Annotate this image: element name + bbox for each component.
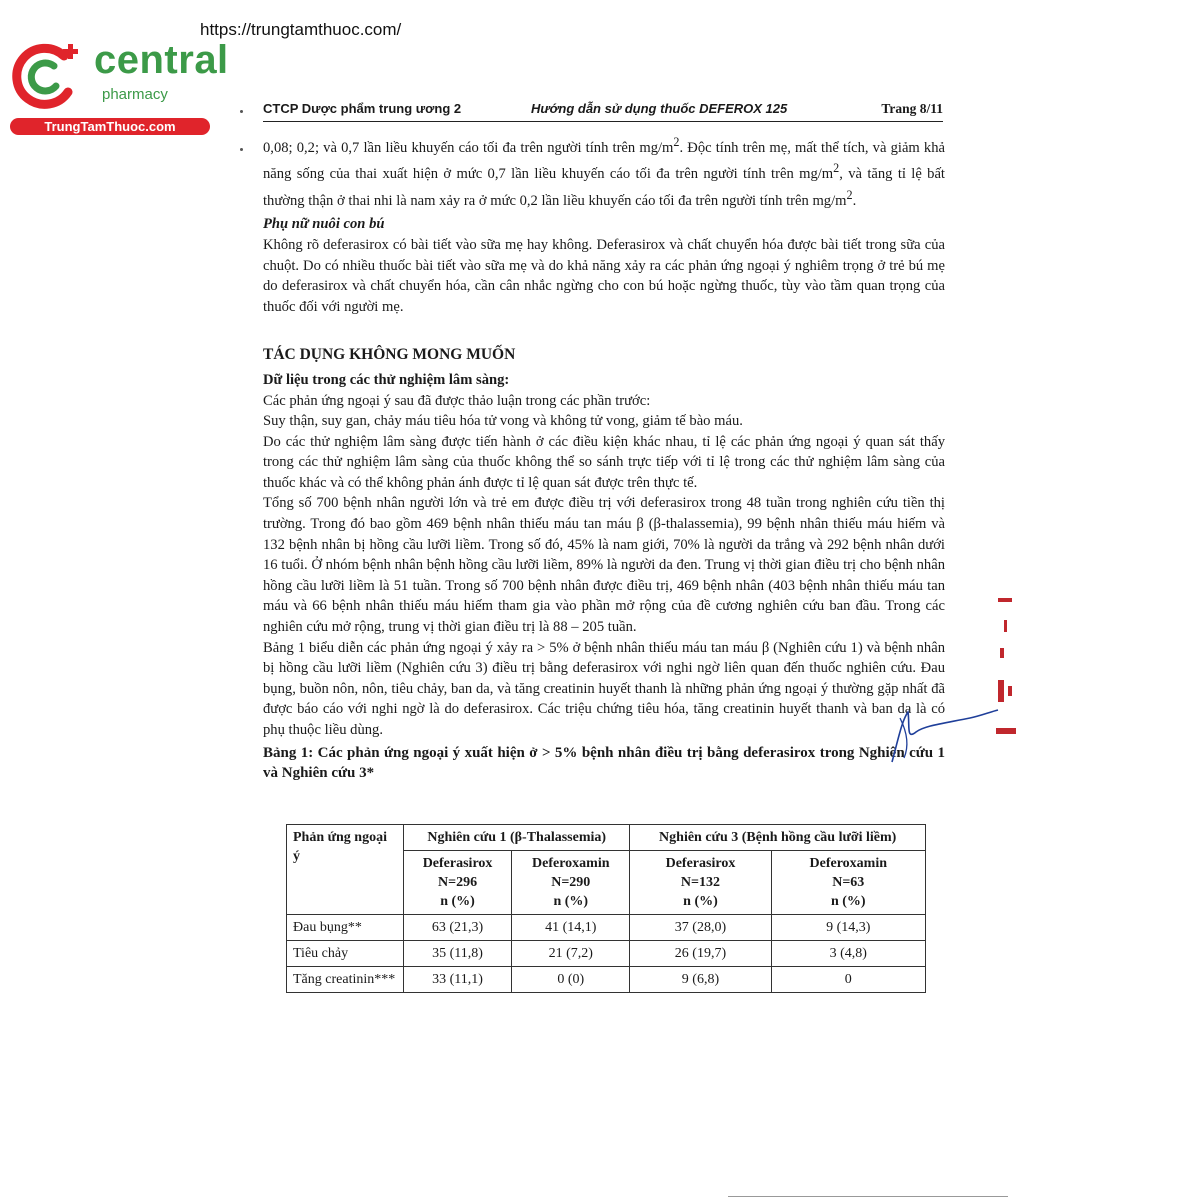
adverse-paragraph: Bảng 1 biểu diễn các phản ứng ngoại ý xảy ra > 5% ở bệnh nhân thiếu máu tan máu β (Nghiên cứu 1) và bệnh nhân bị hồng cầu lưỡi liềm (Nghiên cứu 3) điều trị bằng deferasirox với nghi ngờ liên quan đến thuốc nghiên cứu. Đau bụng, buồn nôn, nôn, tiêu chảy, ban da, và tăng creatinin huyết thanh là những phản ứng ngoại ý thường gặp nhất đã được báo cáo với nghi ngờ là do deferasirox. Các triệu chứng tiêu hóa, tăng creatinin huyết thanh và ban da là có phụ thuộc liều dùng.	[263, 639, 945, 739]
brand-subtitle: pharmacy	[102, 86, 168, 103]
document-header	[263, 101, 943, 122]
adverse-paragraph: Suy thận, suy gan, chảy máu tiêu hóa tử vong và không tử vong, giảm tế bào máu.	[263, 413, 743, 430]
row-label: Tăng creatinin***	[287, 967, 404, 993]
adverse-effects-heading: TÁC DỤNG KHÔNG MONG MUỐN	[263, 346, 516, 364]
table-corner-header: Phản ứng ngoại ý	[287, 825, 404, 915]
breastfeeding-heading: Phụ nữ nuôi con bú	[263, 216, 385, 233]
table-cell: 9 (14,3)	[771, 915, 925, 941]
study3-header: Nghiên cứu 3 (Bệnh hồng cầu lưỡi liềm)	[630, 825, 926, 851]
pharmacy-logo-icon	[12, 40, 84, 110]
footer-line	[728, 1196, 1008, 1197]
header-company: CTCP Dược phẩm trung ương 2	[263, 101, 462, 116]
study1-header: Nghiên cứu 1 (β-Thalassemia)	[404, 825, 630, 851]
table-caption: Bảng 1: Các phản ứng ngoại ý xuất hiện ở > 5% bệnh nhân điều trị bằng deferasirox trong Nghiên cứu 1 và Nghiên cứu 3*	[263, 744, 945, 781]
margin-mark	[240, 110, 243, 113]
table-row	[287, 967, 926, 993]
signature-mark	[880, 700, 1000, 770]
table-cell: 35 (11,8)	[404, 941, 512, 967]
clinical-data-subheading: Dữ liệu trong các thử nghiệm lâm sàng:	[263, 371, 510, 388]
table-cell: 63 (21,3)	[404, 915, 512, 941]
brand-name: central	[94, 38, 229, 82]
site-badge[interactable]: TrungTamThuoc.com	[10, 118, 210, 135]
table-row	[287, 941, 926, 967]
header-page-number: Trang 8/11	[881, 101, 943, 116]
table-cell: 0	[771, 967, 925, 993]
table-cell: 37 (28,0)	[630, 915, 771, 941]
group-header: Deferoxamin N=63 n (%)	[771, 851, 925, 915]
group-header: Deferasirox N=132 n (%)	[630, 851, 771, 915]
adverse-reactions-table	[286, 824, 926, 993]
table-cell: 26 (19,7)	[630, 941, 771, 967]
table-cell: 41 (14,1)	[512, 915, 630, 941]
intro-paragraph: 0,08; 0,2; và 0,7 lần liều khuyến cáo tối đa trên người tính trên $mg/m^2$. Độc tính trên mẹ, mất thể tích, và giảm khả năng sống của thai xuất hiện ở mức 0,7 lần liều khuyến cáo tối đa trên người tính trên $mg/m^2$, và tăng tỉ lệ bất thường thận ở thai nhi là nam xảy ra ở mức 0,2 lần liều khuyến cáo tối đa trên người tính trên $mg/m^2$.	[263, 135, 945, 209]
adverse-paragraph: Do các thử nghiệm lâm sàng được tiến hành ở các điều kiện khác nhau, tỉ lệ các phản ứng ngoại ý quan sát thấy trong các thử nghiệm lâm sàng của thuốc không thể so sánh trực tiếp với tỉ lệ trong các thử nghiệm lâm sàng của thuốc khác và có thể không phản ánh được tỉ lệ quan sát được trên thực tế.	[263, 433, 945, 491]
group-header: Deferasirox N=296 n (%)	[404, 851, 512, 915]
adverse-paragraph: Tổng số 700 bệnh nhân người lớn và trẻ em được điều trị với deferasirox trong 48 tuần trong nghiên cứu tiền thị trường. Trong đó bao gồm 469 bệnh nhân thiếu máu tan máu β (β-thalassemia), 99 bệnh nhân thiếu máu hiếm và 132 bệnh nhân bị hồng cầu lưỡi liềm. Trong số đó, 45% là nam giới, 70% là người da trắng và 292 bệnh nhân dưới 16 tuổi. Ở nhóm bệnh nhân bệnh hồng cầu lưỡi liềm, 89% là người da đen. Trung vị thời gian điều trị cho bệnh nhân hồng cầu lưỡi liềm là 51 tuần. Trong số 700 bệnh nhân được điều trị, 469 bệnh nhân (403 bệnh nhân thiếu máu tan máu và 66 bệnh nhân thiếu máu hiếm tham gia vào phần mở rộng của đề cương nghiên cứu ban đầu. Trong các nghiên cứu mở rộng, trung vị thời gian điều trị là 88 – 205 tuần.	[263, 495, 945, 636]
table-cell: 3 (4,8)	[771, 941, 925, 967]
table-row	[287, 915, 926, 941]
document-body	[263, 132, 945, 783]
site-url[interactable]: https://trungtamthuoc.com/	[200, 20, 402, 39]
table-cell: 33 (11,1)	[404, 967, 512, 993]
breastfeeding-text: Không rõ deferasirox có bài tiết vào sữa mẹ hay không. Deferasirox và chất chuyển hóa được bài tiết trong sữa của chuột. Do có nhiều thuốc bài tiết vào sữa mẹ và do khả năng xảy ra các phản ứng ngoại ý nghiêm trọng ở trẻ bú mẹ do deferasirox và chất chuyển hóa, cần cân nhắc ngừng cho con bú hoặc ngừng thuốc, tùy vào tầm quan trọng của thuốc đối với người mẹ.	[263, 236, 945, 315]
table-cell: 21 (7,2)	[512, 941, 630, 967]
adverse-paragraph: Các phản ứng ngoại ý sau đã được thảo luận trong các phần trước:	[263, 392, 651, 409]
row-label: Đau bụng**	[287, 915, 404, 941]
table-cell: 9 (6,8)	[630, 967, 771, 993]
header-title: Hướng dẫn sử dụng thuốc DEFEROX 125	[531, 101, 788, 116]
margin-mark	[240, 148, 243, 151]
table-cell: 0 (0)	[512, 967, 630, 993]
table-header-row	[287, 825, 926, 851]
group-header: Deferoxamin N=290 n (%)	[512, 851, 630, 915]
row-label: Tiêu chảy	[287, 941, 404, 967]
